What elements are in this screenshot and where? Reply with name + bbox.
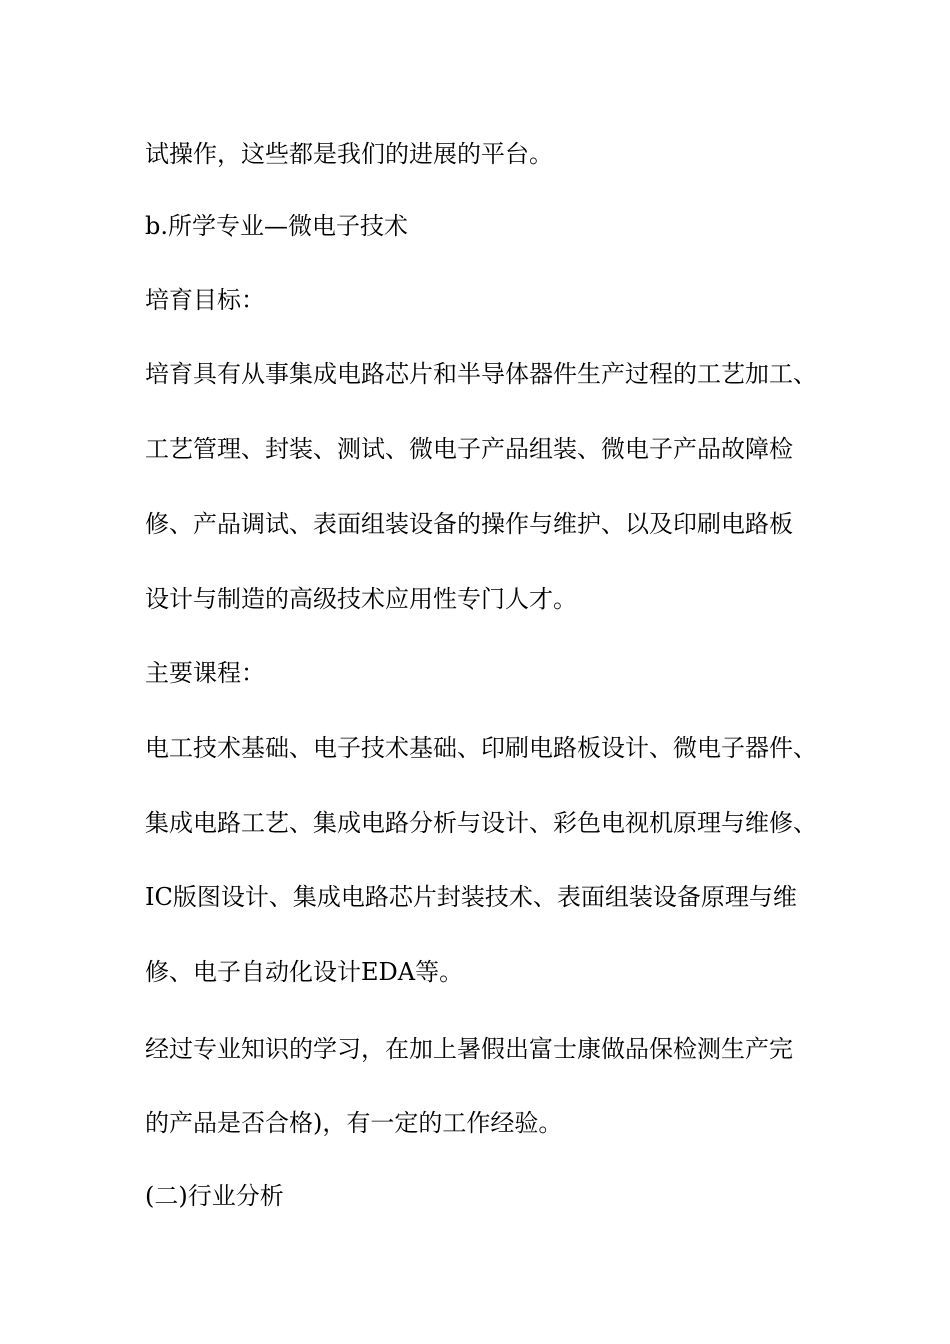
text-line: IC版图设计、集成电路芯片封装技术、表面组装设备原理与维 bbox=[145, 883, 797, 911]
text-line: 的产品是否合格)，有一定的工作经验。 bbox=[145, 1109, 563, 1137]
text-line: 工艺管理、封装、测试、微电子产品组装、微电子产品故障检 bbox=[145, 435, 793, 463]
text-line: 修、电子自动化设计EDA等。 bbox=[145, 958, 464, 986]
text-line: 培育具有从事集成电路芯片和半导体器件生产过程的工艺加工、 bbox=[145, 360, 817, 388]
section-heading-goal: 培育目标： bbox=[145, 286, 265, 314]
section-heading-industry: (二)行业分析 bbox=[145, 1182, 284, 1210]
text-line: 集成电路工艺、集成电路分析与设计、彩色电视机原理与维修、 bbox=[145, 809, 817, 837]
section-heading-courses: 主要课程： bbox=[145, 659, 265, 687]
section-heading-major: b.所学专业—微电子技术 bbox=[145, 212, 408, 240]
text-line: 设计与制造的高级技术应用性专门人才。 bbox=[145, 585, 577, 613]
text-line: 试操作，这些都是我们的进展的平台。 bbox=[145, 140, 553, 168]
text-line: 经过专业知识的学习，在加上暑假出富士康做品保检测生产完 bbox=[145, 1035, 793, 1063]
text-line: 电工技术基础、电子技术基础、印刷电路板设计、微电子器件、 bbox=[145, 734, 817, 762]
text-line: 修、产品调试、表面组装设备的操作与维护、以及印刷电路板 bbox=[145, 510, 793, 538]
